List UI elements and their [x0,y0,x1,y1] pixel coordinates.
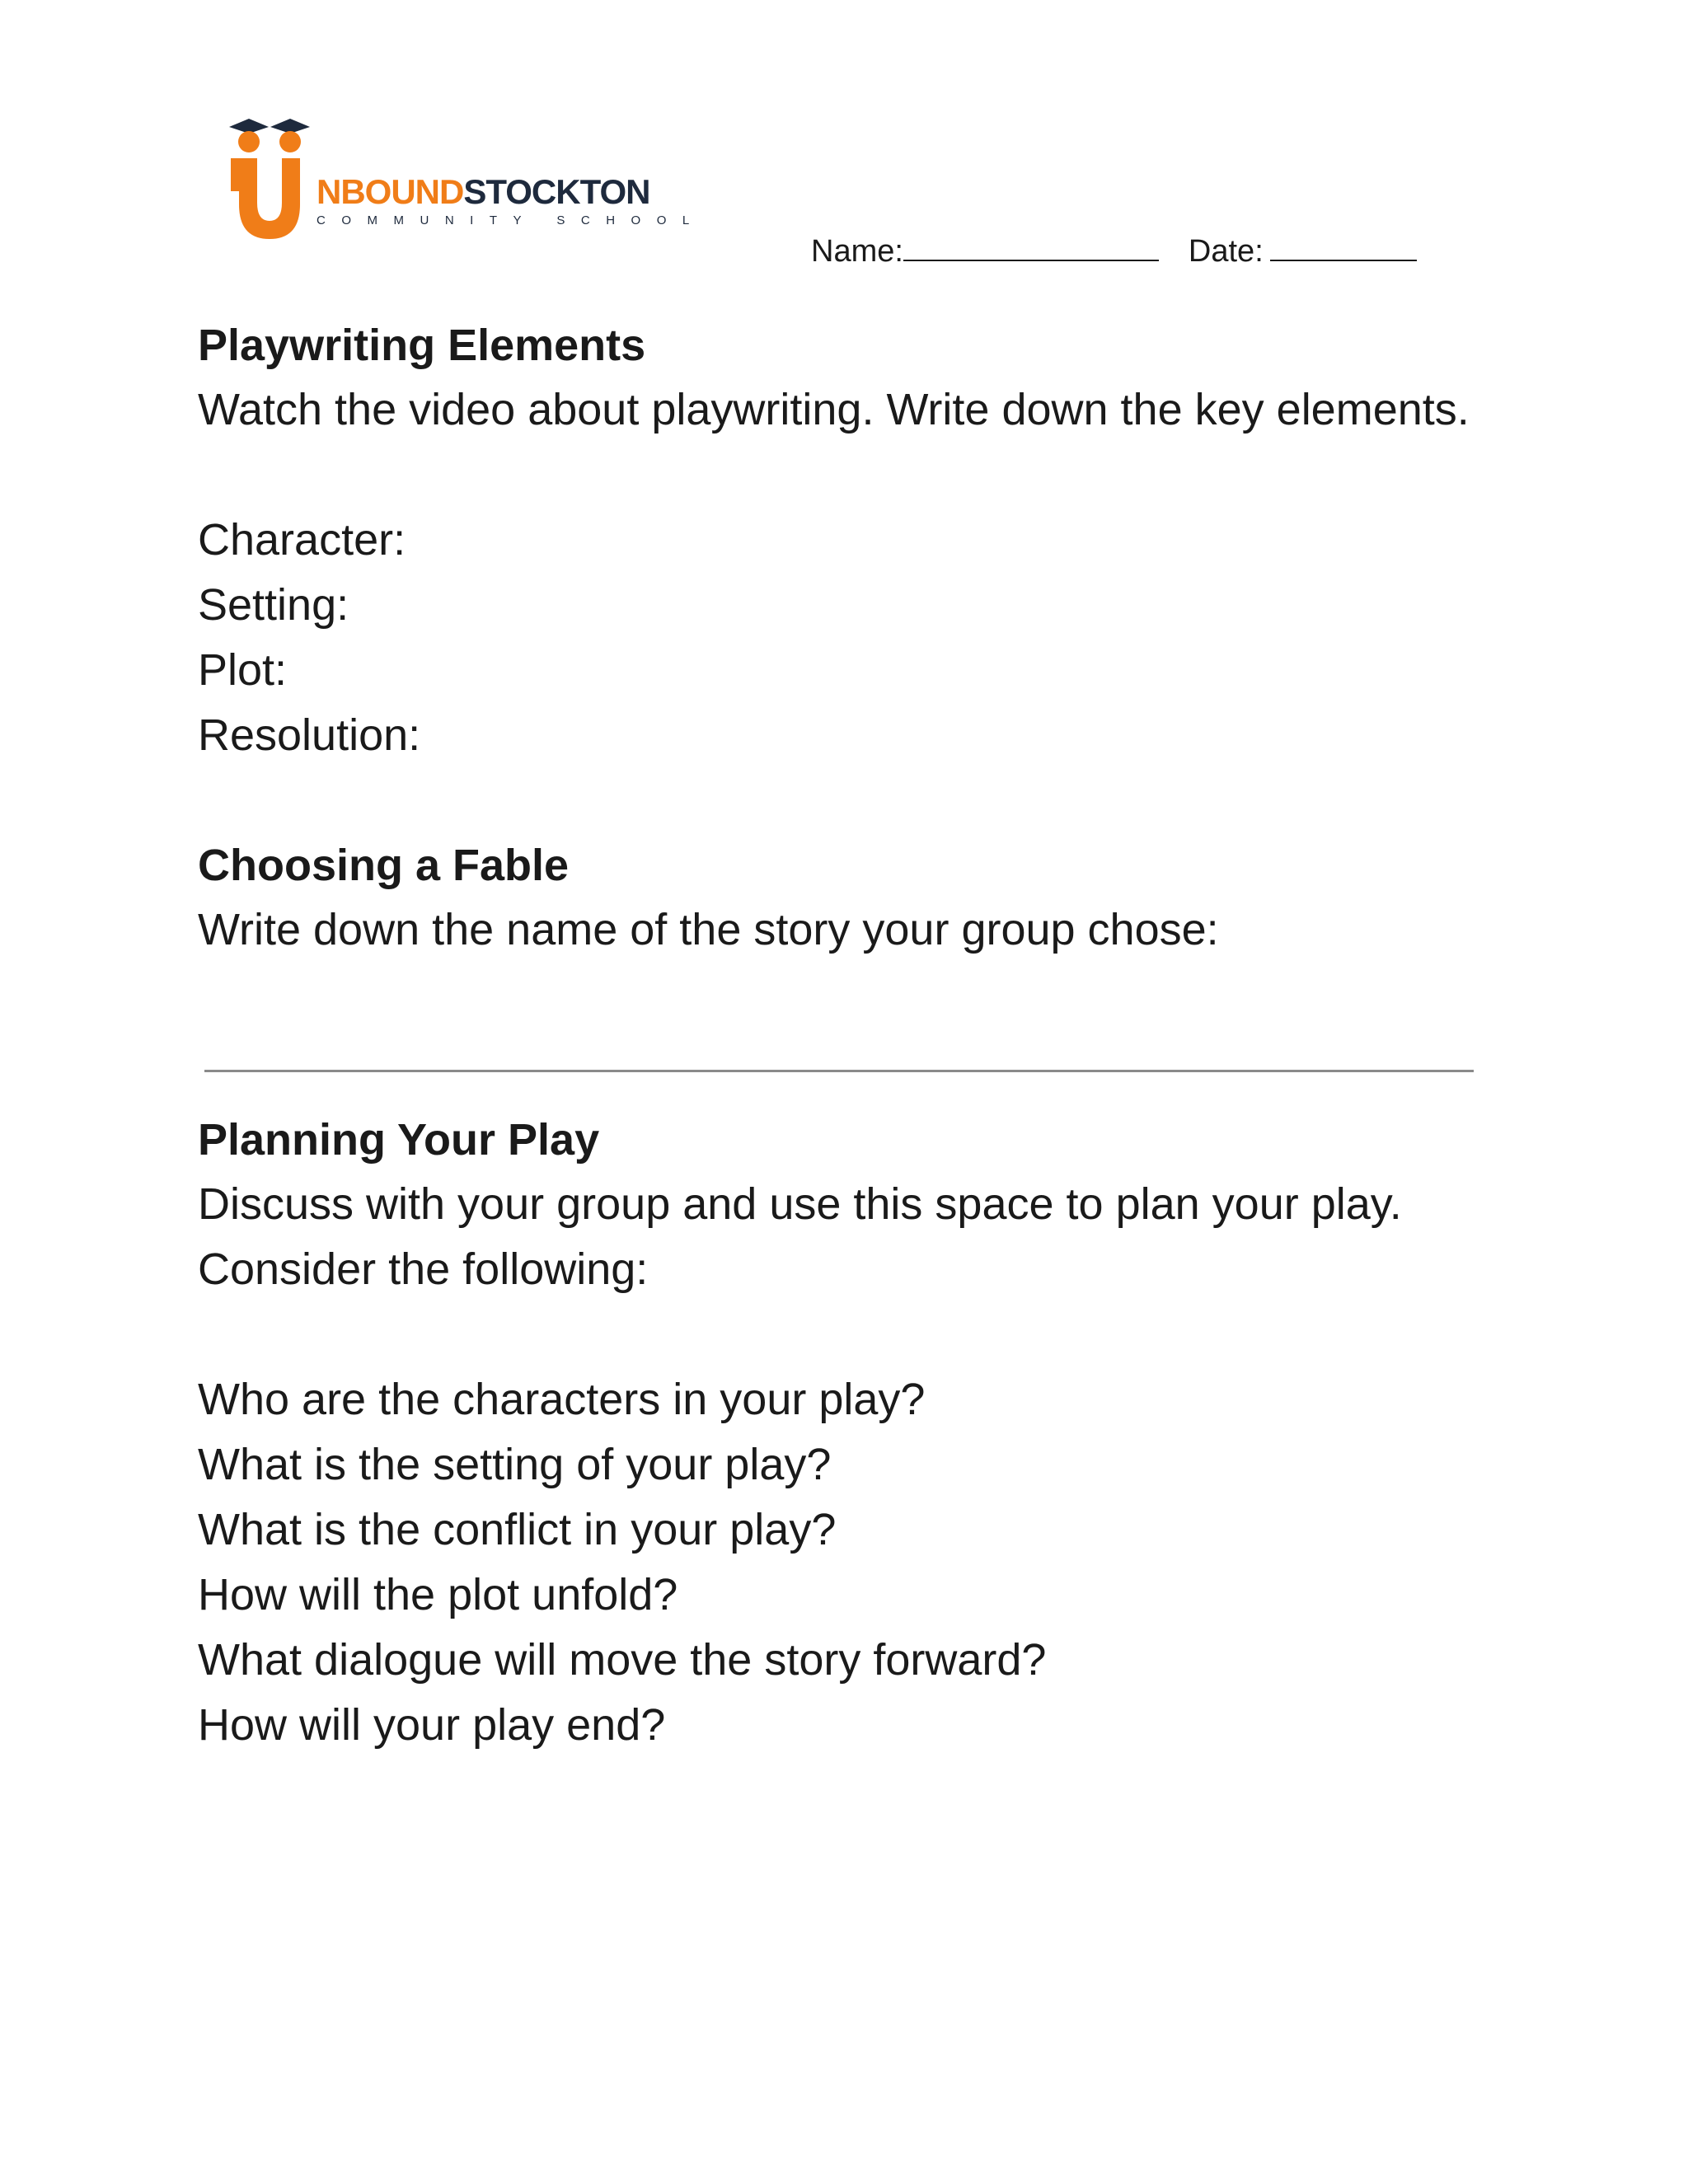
logo-subtitle: COMMUNITY SCHOOL [316,213,706,227]
name-date-line [811,234,1417,269]
section-intro-planning: Discuss with your group and use this space to plan your play. Consider the following: [198,1179,1402,1294]
logo-wordmark [316,172,706,227]
name-blank[interactable] [903,235,1159,261]
section-heading-fable: Choosing a Fable [198,841,570,890]
logo-wordmark-part2: STOCKTON [463,172,650,211]
planning-question: What dialogue will move the story forward? [198,1635,1047,1685]
logo-wordmark-part1: NBOUND [316,172,464,211]
section-intro-elements: Watch the video about playwriting. Write down the key elements. [198,385,1470,434]
element-item: Character: [198,515,406,565]
planning-question: How will the plot unfold? [198,1570,678,1619]
fable-answer-line[interactable] [204,1070,1474,1072]
planning-question: Who are the characters in your play? [198,1375,926,1424]
planning-question: How will your play end? [198,1700,666,1750]
logo-mark-icon [224,115,315,247]
worksheet-content [198,313,1500,1758]
planning-question: What is the setting of your play? [198,1440,832,1489]
section-prompt-fable: Write down the name of the story your group chose: [198,905,1219,954]
name-label: Name: [811,234,903,269]
element-item: Setting: [198,580,349,630]
element-item: Resolution: [198,710,421,760]
planning-question: What is the conflict in your play? [198,1505,837,1554]
school-logo [224,115,706,247]
section-heading-elements: Playwriting Elements [198,321,646,370]
section-heading-planning: Planning Your Play [198,1115,600,1165]
date-label: Date: [1188,234,1264,269]
date-blank[interactable] [1270,235,1417,261]
element-item: Plot: [198,645,288,695]
